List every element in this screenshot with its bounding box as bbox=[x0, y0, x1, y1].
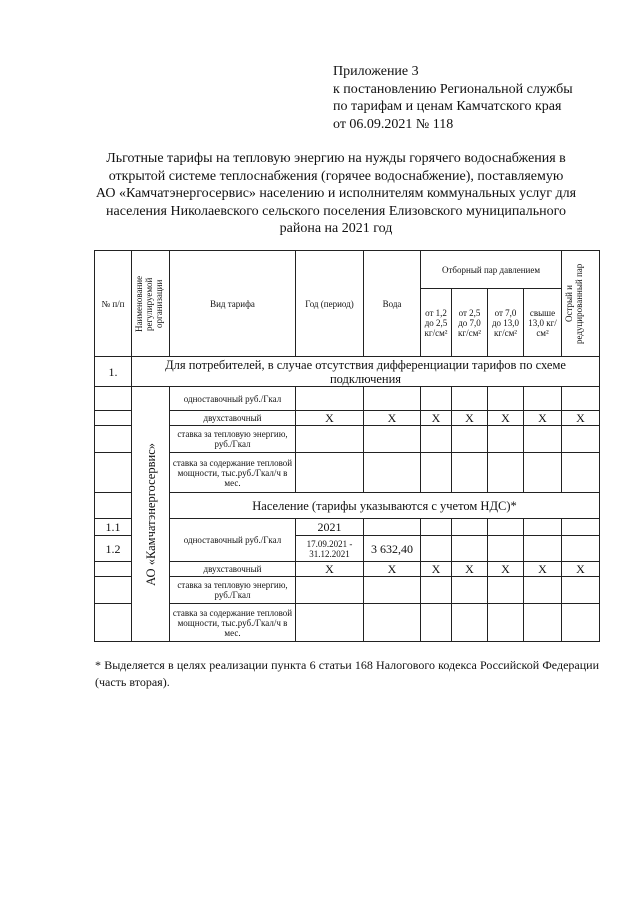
cell bbox=[562, 387, 600, 411]
appendix-line: по тарифам и ценам Камчатского края bbox=[333, 99, 562, 114]
tariff-type-cell: ставка за тепловую энергию, руб./Гкал bbox=[170, 577, 296, 604]
water-value: 3 632,40 bbox=[364, 536, 421, 562]
header-sharp-steam-text: Острый и редуцированный пар bbox=[563, 263, 584, 344]
cell bbox=[296, 604, 364, 642]
cell bbox=[95, 426, 132, 453]
x-mark: Х bbox=[296, 562, 364, 577]
cell bbox=[524, 604, 562, 642]
section1-label: Для потребителей, в случае отсутствия дифференциации тарифов по схеме подключения bbox=[132, 357, 600, 387]
x-mark: Х bbox=[562, 562, 600, 577]
header-steam-group: Отборный пар давлением bbox=[421, 251, 562, 289]
x-mark: Х bbox=[452, 562, 488, 577]
cell bbox=[488, 453, 524, 493]
section1-num: 1. bbox=[95, 357, 132, 387]
x-mark: Х bbox=[452, 411, 488, 426]
cell bbox=[95, 604, 132, 642]
cell bbox=[421, 519, 452, 536]
appendix-block bbox=[333, 63, 573, 133]
header-steam-col: свыше 13,0 кг/см² bbox=[524, 289, 562, 357]
cell bbox=[524, 453, 562, 493]
tariff-type-cell: ставка за содержание тепловой мощности, тыс.руб./Гкал/ч в мес. bbox=[170, 453, 296, 493]
cell bbox=[488, 387, 524, 411]
tariff-type-cell: одноставочный руб./Гкал bbox=[170, 387, 296, 411]
cell bbox=[562, 604, 600, 642]
cell bbox=[364, 453, 421, 493]
cell bbox=[562, 453, 600, 493]
header-sharp-steam bbox=[562, 251, 600, 357]
cell bbox=[562, 536, 600, 562]
header-year: Год (период) bbox=[296, 251, 364, 357]
cell bbox=[488, 604, 524, 642]
header-steam-col: от 1,2 до 2,5 кг/см² bbox=[421, 289, 452, 357]
cell bbox=[364, 604, 421, 642]
cell bbox=[421, 604, 452, 642]
cell bbox=[296, 387, 364, 411]
cell bbox=[95, 493, 132, 519]
x-mark: Х bbox=[524, 411, 562, 426]
tariff-type-cell: двухставочный bbox=[170, 562, 296, 577]
cell bbox=[95, 411, 132, 426]
tariff-type-cell: одноставочный руб./Гкал bbox=[170, 519, 296, 562]
cell bbox=[95, 387, 132, 411]
cell bbox=[421, 453, 452, 493]
cell bbox=[364, 577, 421, 604]
header-org-text: Наименование регулируемой организации bbox=[133, 275, 164, 332]
org-name: АО «Камчатэнергосервис» bbox=[143, 442, 158, 586]
cell bbox=[452, 577, 488, 604]
cell bbox=[524, 536, 562, 562]
cell bbox=[296, 577, 364, 604]
x-mark: Х bbox=[421, 411, 452, 426]
cell bbox=[296, 453, 364, 493]
cell bbox=[562, 519, 600, 536]
x-mark: Х bbox=[364, 411, 421, 426]
tariff-type-cell: ставка за тепловую энергию, руб./Гкал bbox=[170, 426, 296, 453]
cell bbox=[364, 387, 421, 411]
header-num: № п/п bbox=[95, 251, 132, 357]
cell bbox=[452, 536, 488, 562]
x-mark: Х bbox=[488, 562, 524, 577]
cell bbox=[421, 536, 452, 562]
year-cell: 2021 bbox=[296, 519, 364, 536]
cell bbox=[524, 519, 562, 536]
title-line: Льготные тарифы на тепловую энергию на нужды горячего водоснабжения в bbox=[106, 151, 566, 166]
cell bbox=[562, 577, 600, 604]
cell bbox=[524, 577, 562, 604]
title-line: населения Николаевского сельского поселения Елизовского муниципального bbox=[106, 203, 566, 219]
cell bbox=[452, 604, 488, 642]
cell bbox=[452, 453, 488, 493]
cell bbox=[421, 426, 452, 453]
period-cell: 17.09.2021 - 31.12.2021 bbox=[296, 536, 364, 562]
cell bbox=[421, 387, 452, 411]
appendix-line: от 06.09.2021 № 118 bbox=[333, 116, 454, 132]
org-name-cell bbox=[132, 387, 170, 642]
cell bbox=[452, 519, 488, 536]
cell bbox=[364, 426, 421, 453]
cell bbox=[524, 387, 562, 411]
cell bbox=[296, 426, 364, 453]
tariff-table bbox=[94, 250, 600, 642]
document-title bbox=[60, 150, 612, 238]
cell bbox=[488, 519, 524, 536]
x-mark: Х bbox=[421, 562, 452, 577]
header-steam-col: от 2,5 до 7,0 кг/см² bbox=[452, 289, 488, 357]
cell bbox=[452, 387, 488, 411]
x-mark: Х bbox=[364, 562, 421, 577]
section2-label: Население (тарифы указываются с учетом НДС)* bbox=[170, 493, 600, 519]
cell bbox=[488, 536, 524, 562]
appendix-line: Приложение 3 bbox=[333, 64, 419, 79]
cell bbox=[562, 426, 600, 453]
row-num: 1.1 bbox=[95, 519, 132, 536]
x-mark: Х bbox=[524, 562, 562, 577]
header-water: Вода bbox=[364, 251, 421, 357]
tariff-type-cell: двухставочный bbox=[170, 411, 296, 426]
title-line: АО «Камчатэнергосервис» населению и исполнителям коммунальных услуг для bbox=[95, 186, 577, 201]
cell bbox=[421, 577, 452, 604]
appendix-line: к постановлению Региональной службы bbox=[333, 81, 573, 97]
footnote: * Выделяется в целях реализации пункта 6 статьи 168 Налогового кодекса Российской Федерации (часть вторая). bbox=[95, 658, 599, 689]
cell bbox=[524, 426, 562, 453]
cell bbox=[452, 426, 488, 453]
title-line: открытой системе теплоснабжения (горячее водоснабжение), поставляемую bbox=[108, 168, 564, 184]
cell bbox=[95, 577, 132, 604]
header-org bbox=[132, 251, 170, 357]
cell bbox=[95, 562, 132, 577]
cell bbox=[364, 519, 421, 536]
cell bbox=[488, 426, 524, 453]
header-tariff-type: Вид тарифа bbox=[170, 251, 296, 357]
header-steam-col: от 7,0 до 13,0 кг/см² bbox=[488, 289, 524, 357]
title-line: района на 2021 год bbox=[279, 221, 393, 236]
x-mark: Х bbox=[296, 411, 364, 426]
x-mark: Х bbox=[562, 411, 600, 426]
x-mark: Х bbox=[488, 411, 524, 426]
row-num: 1.2 bbox=[95, 536, 132, 562]
tariff-type-cell: ставка за содержание тепловой мощности, тыс.руб./Гкал/ч в мес. bbox=[170, 604, 296, 642]
cell bbox=[488, 577, 524, 604]
cell bbox=[95, 453, 132, 493]
